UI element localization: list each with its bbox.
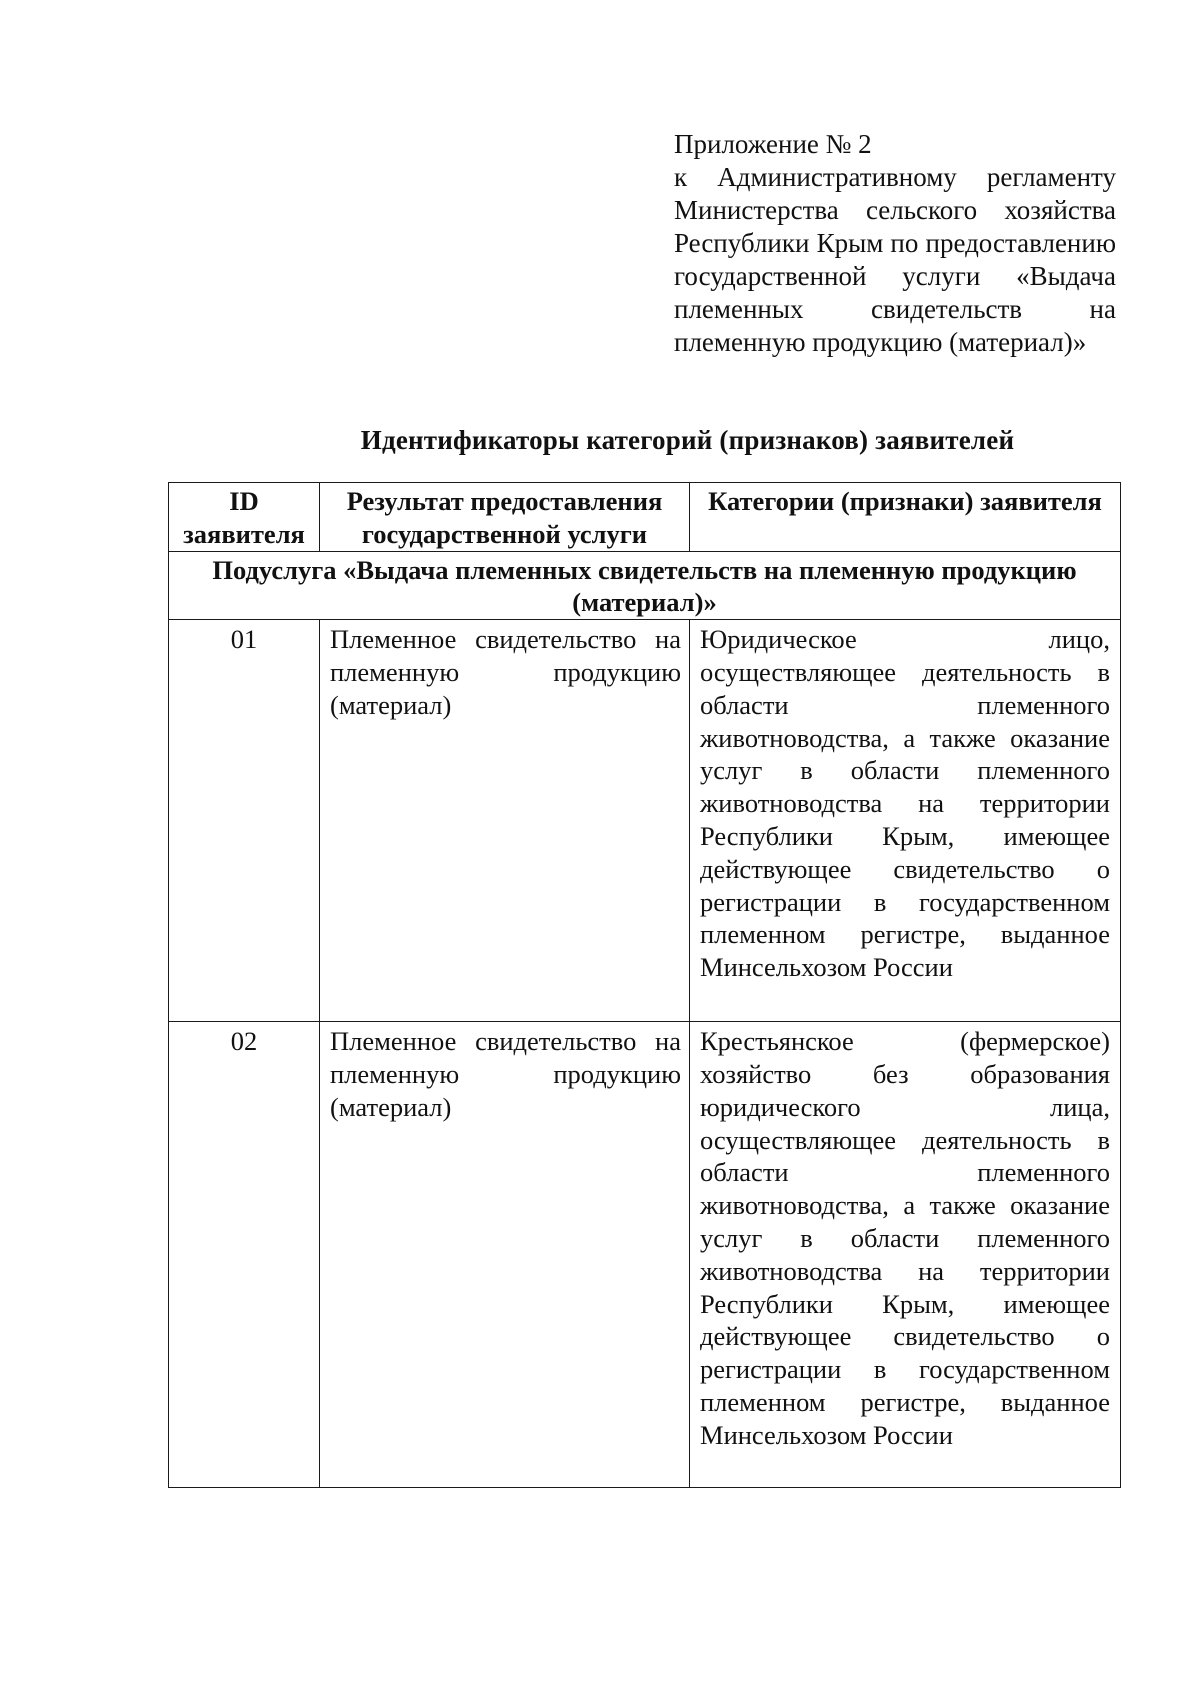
row-category: Крестьянское (фермерское) хозяйство без образования юридического лица, осуществляющее деятельность в области племенного животноводства, а также оказание услуг в области племенного животноводства на территории Республики Крым, имеющее действующее свидетельство о регистрации в государственном племенном регистре, выданное Минсельхозом России [690, 1022, 1121, 1488]
row-category: Юридическое лицо, осуществляющее деятельность в области племенного животноводства, а также оказание услуг в области племенного животноводства на территории Республики Крым, имеющее действующее свидетельство о регистрации в государственном племенном регистре, выданное Минсельхозом России [690, 620, 1121, 1022]
appendix-reference: к Административному регламенту Министерства сельского хозяйства Республики Крым по предоставлению государственной услуги «Выдача племенных свидетельств на племенную продукцию (материал)» [674, 162, 1116, 357]
row-id: 01 [169, 620, 320, 1022]
table-row [169, 620, 1121, 1022]
row-result: Племенное свидетельство на племенную продукцию (материал) [320, 620, 690, 1022]
document-title: Идентификаторы категорий (признаков) заявителей [360, 425, 1015, 455]
header-result: Результат предоставления государственной услуги [320, 483, 690, 552]
table-row [169, 1022, 1121, 1488]
row-result: Племенное свидетельство на племенную продукцию (материал) [320, 1022, 690, 1488]
table-header-row [169, 483, 1121, 552]
row-id: 02 [169, 1022, 320, 1488]
subservice-title: Подуслуга «Выдача племенных свидетельств на племенную продукцию (материал)» [169, 551, 1121, 620]
applicant-categories-table [168, 482, 1121, 1488]
appendix-block [674, 128, 1116, 359]
header-id: ID заявителя [169, 483, 320, 552]
subservice-row [169, 551, 1121, 620]
header-categories: Категории (признаки) заявителя [690, 483, 1121, 552]
appendix-number: Приложение № 2 [674, 129, 872, 159]
